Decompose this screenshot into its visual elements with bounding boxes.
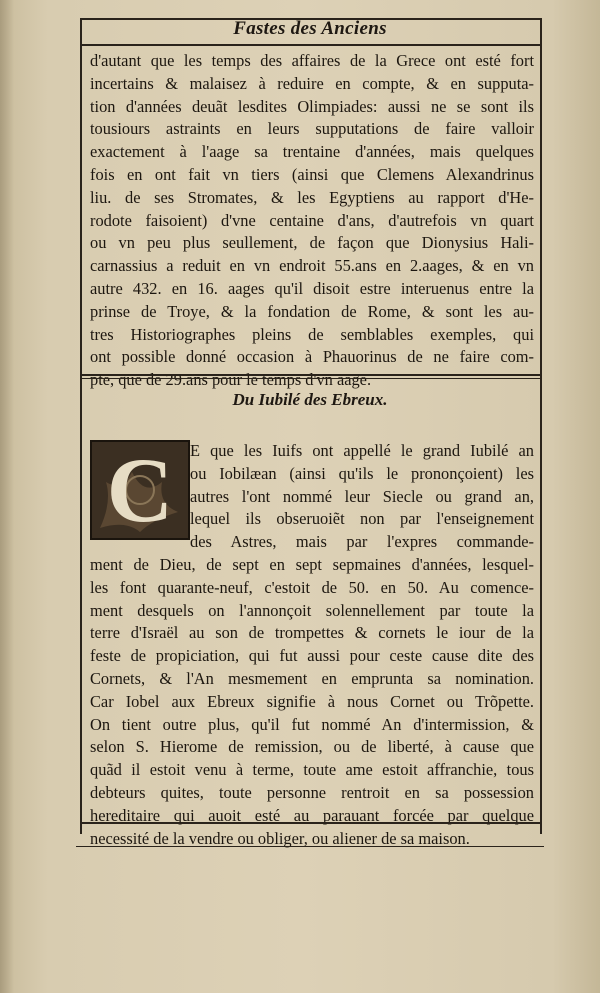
text-line: prinse de Troye, & la fondation de Rome, & sont les au-: [90, 301, 534, 321]
text-line: ou vn peu plus seullement, de façon que Dionysius Hali-: [90, 233, 534, 253]
text-line: debteurs quites, toute personne rentroit en sa possession: [90, 782, 534, 802]
text-line: selon S. Hierome de remission, ou de liberté, à cause que: [90, 737, 534, 757]
paragraph-1: [90, 50, 534, 392]
section-rule-bottom: [80, 378, 540, 379]
text-line: hereditaire qui auoit esté au parauant forcée par quelque: [90, 805, 534, 825]
text-line: Car Iobel aux Ebreux signifie à nous Cornet ou Trõpette.: [90, 691, 534, 711]
running-head: Fastes des Anciens: [233, 18, 387, 39]
paragraph-2-wrapped: [190, 440, 534, 554]
text-line: autres l'ont nommé leur Siecle ou grand an,: [190, 486, 534, 506]
text-line: ou Iobilæan (ainsi qu'ils le prononçoient) les: [190, 463, 534, 483]
text-line: tion d'années deuãt lesdites Olimpiades: aussi ne se sont ils: [90, 96, 534, 116]
text-line: On tient outre plus, qu'il fut nommé An d'intermission, &: [90, 714, 534, 734]
text-line: ment de Dieu, de sept en sept sepmaines d'années, lesquel-: [90, 555, 534, 574]
bottom-rule-2: [76, 846, 544, 847]
text-line: rodote faisoient) d'vne centaine d'ans, d'autrefois vn quart: [90, 210, 534, 230]
header-rule: [80, 44, 540, 46]
text-line: necessité de la vendre ou obliger, ou aliener de sa maison.: [90, 828, 470, 848]
text-line: autre 432. en 16. aages qu'il disoit estre interuenus entre la: [90, 278, 534, 298]
text-line: Cornets, & l'An mesmement en emprunta sa nomination.: [90, 668, 534, 688]
text-line: ont possible donné occasion à Phauorinus de ne faire com-: [90, 347, 534, 367]
text-line: fois en ont fait vn tiers (ainsi que Clemens Alexandrinus: [90, 164, 534, 184]
text-line: les font quarante-neuf, c'estoit de 50. en 50. Au comence-: [90, 577, 534, 597]
ornamental-initial: [90, 440, 190, 540]
text-line: feste de propiciation, qui fut aussi pour ceste cause dite des: [90, 646, 534, 666]
section-title: Du Iubilé des Ebreux.: [232, 390, 388, 409]
text-line: des Astres, mais par l'expres commande-: [190, 532, 534, 552]
text-line: terre d'Israël au son de trompettes & cornets le iour de la: [90, 623, 534, 643]
text-line: pte, que de 29.ans pour le temps d'vn aage.: [90, 370, 372, 390]
text-line: tousiours astraints en leurs supputations de faire valloir: [90, 119, 534, 139]
text-line: lequel ils obseruoiẽt non par l'enseignement: [190, 509, 534, 529]
text-line: tres Historiographes pleins de semblables exemples, qui: [90, 324, 534, 344]
text-line: incertains & malaisez à reduire en compte, & en supputa-: [90, 73, 534, 93]
text-line: E que les Iuifs ont appellé le grand Iubilé an: [190, 441, 534, 460]
text-line: carnassius a reduit en vn endroit 55.ans en 2.aages, & en vn: [90, 256, 534, 276]
text-line: ment desquels on l'annonçoit solennellement par toute la: [90, 600, 534, 620]
bottom-rule-1: [80, 822, 540, 824]
page-gutter-shadow: [0, 0, 14, 993]
text-line: liu. de ses Stromates, & les Egyptiens au rapport d'He-: [90, 187, 534, 207]
text-line: exactement à l'aage sa trentaine d'années, mais quelques: [90, 142, 534, 162]
initial-letter: C: [106, 439, 174, 541]
section-rule-top: [80, 374, 540, 376]
paragraph-2: [90, 554, 534, 850]
text-line: quãd il estoit venu à terme, toute ame estoit affranchie, tous: [90, 760, 534, 780]
text-line: d'autant que les temps des affaires de la Grece ont esté fort: [90, 51, 534, 70]
